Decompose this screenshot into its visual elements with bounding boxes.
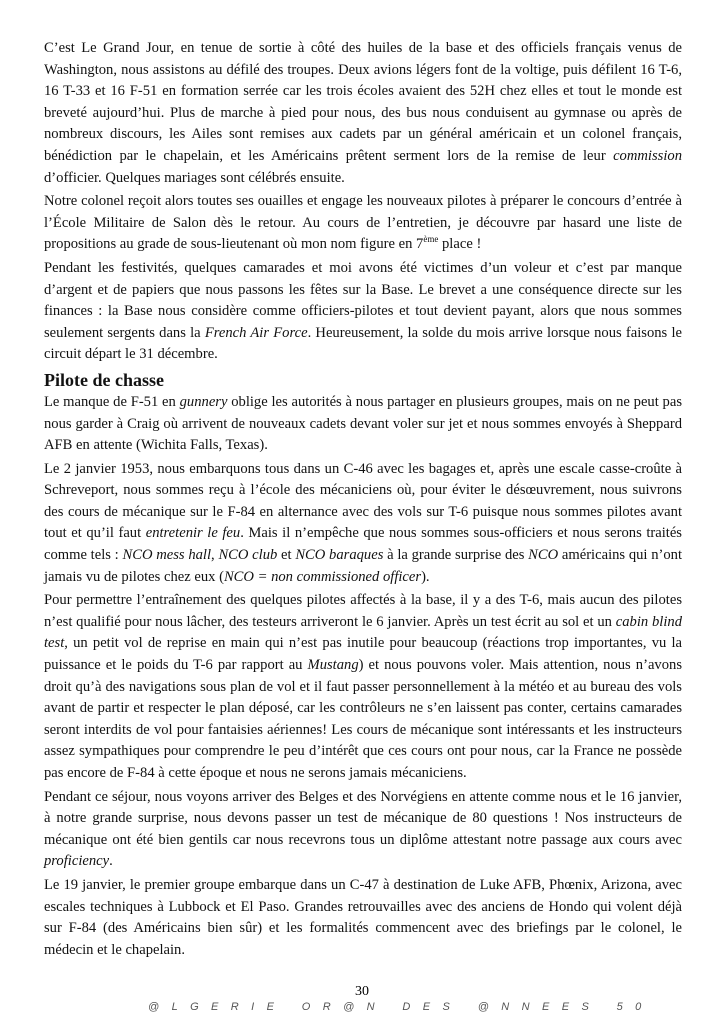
document-body	[44, 38, 682, 963]
italic-text: proficiency	[44, 853, 110, 870]
italic-text: French Air Force	[204, 324, 308, 341]
text: . Mais il n’empêche que nous sommes sous-officiers et nous serons traités comme tels :	[44, 525, 682, 564]
paragraph-ceremony	[44, 38, 682, 189]
paragraph-colonel	[44, 191, 682, 256]
section-heading: Pilote de chasse	[44, 369, 164, 390]
italic-text: Mustang	[307, 657, 359, 674]
paragraph-training	[44, 590, 682, 784]
italic-text: NCO club	[218, 547, 278, 564]
paragraph-gunnery	[44, 392, 682, 457]
text: Pour permettre l’entraînement des quelques pilotes affectés à la base, il y a des T-6, mais aucun des pilotes n’est qualifié pour nous lâcher, des testeurs arriveront le 6 janvier. Après un test écrit au sol et un	[44, 592, 682, 630]
text: ,	[211, 547, 219, 564]
text: d’officier. Quelques mariages sont célébrés ensuite.	[44, 169, 345, 186]
italic-text: NCO baraques	[295, 547, 384, 564]
text: , un petit vol de reprise en main qui n’est pas inutile pour beaucoup (réactions trop importantes, vu la puissance et le poids du T-6 par rapport au	[44, 635, 682, 674]
paragraph-belgians	[44, 787, 682, 873]
page-number: 30	[355, 984, 369, 999]
italic-text: NCO mess hall	[122, 547, 212, 564]
italic-text: cabin blind test	[44, 613, 682, 652]
footer-title: @LGERIE OR@N DES @NNEES 50	[148, 1001, 654, 1013]
text: . Heureusement, la solde du mois arrive lorsque nous faisons le circuit départ le 31 décembre.	[44, 324, 682, 363]
text: Le 2 janvier 1953, nous embarquons tous dans un C-46 avec les bagages et, après une escale casse-croûte à Schreveport, nous sommes reçu à l’école des mécaniciens où, pour éviter le désœuvrement, nous suivrons des cours de mécanique sur le F-84 en alternance avec des vols sur T-6 puisque nous sommes pilotes avant tout et qu’il faut	[44, 460, 682, 542]
text: et	[277, 547, 296, 564]
text: Le manque de F-51 en	[44, 393, 180, 410]
text: à la grande surprise des	[383, 547, 529, 564]
text: ) et nous pouvons voler. Mais attention, nous n’avons droit qu’à des navigations sous plan de vol et il faut passer personnellement à la météo et au bureau des vols avant de partir et respecter le plan déposé, car les contrôleurs ne s’en laissent pas conter, certains camarades seront interdits de vol pour fantaisies aériennes! Les cours de mécanique sont intéressants et les instructeurs assez sympathiques pour comprendre le peu d’intérêt que ces cours ont pour nous, car la France ne possède pas encore de F-84 à cette époque et nous ne serons jamais mécaniciens.	[44, 657, 682, 781]
italic-text: gunnery	[179, 393, 228, 410]
text: américains qui n’ont jamais vu de pilotes chez eux (	[44, 547, 683, 585]
italic-text: NCO	[528, 547, 559, 564]
paragraph-january-2	[44, 459, 682, 589]
italic-text: NCO = non commissioned officer	[223, 568, 422, 585]
paragraph-festivities	[44, 258, 682, 366]
superscript: ème	[423, 234, 439, 245]
text: Pendant ce séjour, nous voyons arriver des Belges et des Norvégiens en attente comme nous et le 16 janvier, à notre grande surprise, nous devons passer un test de mécanique de 80 questions ! Nos instructeurs de mécanique ont été bien gentils car nous recevrons tous un diplôme attestant notre passage aux cours avec	[44, 788, 682, 848]
italic-text: commission	[613, 147, 682, 164]
paragraph-january-19	[44, 875, 682, 961]
text: oblige les autorités à nous partager en plusieurs groupes, mais on ne peut pas nous garder à Craig où arrivent de nouveaux cadets devant voler sur jet et nous sommes envoyés à Sheppard AFB en attente (Wichita Falls, Texas).	[44, 393, 683, 454]
text: place !	[438, 236, 482, 253]
text: ).	[421, 568, 430, 585]
text: C’est Le Grand Jour, en tenue de sortie à côté des huiles de la base et des officiels français venus de Washington, nous assistons au défilé des troupes. Deux avions légers font de la voltige, puis défilent 16 T-6, 16 T-33 et 16 F-51 en formation serrée car les trois écoles avaient des 52H chez elles et tout le monde est breveté aujourd’hui. Plus de marche à pied pour nous, des bus nous conduisent au gymnase ou après de nombreux discours, les Ailes sont remises aux cadets par un général américain et un colonel français, bénédiction par le chapelain, et les Américains prêtent serment lors de la remise de leur	[44, 40, 682, 164]
text: .	[109, 853, 113, 870]
text: Pendant les festivités, quelques camarades et moi avons été victimes d’un voleur et c’est par manque d’argent et de papiers que nous passons les fêtes sur la Base. Le brevet a une conséquence directe sur les finances : la Base nous considère comme officiers-pilotes et tout devient payant, alors que nous sommes seulement sergents dans la	[44, 259, 682, 341]
italic-text: entretenir le feu	[145, 525, 241, 542]
text: Le 19 janvier, le premier groupe embarque dans un C-47 à destination de Luke AFB, Phœnix, Arizona, avec escales techniques à Lubbock et El Paso. Grandes retrouvailles avec des anciens de Hondo qui volent déjà sur F-84 (des Américains bien sûr) et les formalités commencent avec des briefings par le colonel, le médecin et le chapelain.	[44, 876, 682, 958]
text: Notre colonel reçoit alors toutes ses ouailles et engage les nouveaux pilotes à préparer le concours d’entrée à l’École Militaire de Salon dès le retour. Au cours de l’entretien, je découvre par hasard une liste de propositions au grade de sous-lieutenant où mon nom figure en 7	[44, 193, 682, 253]
